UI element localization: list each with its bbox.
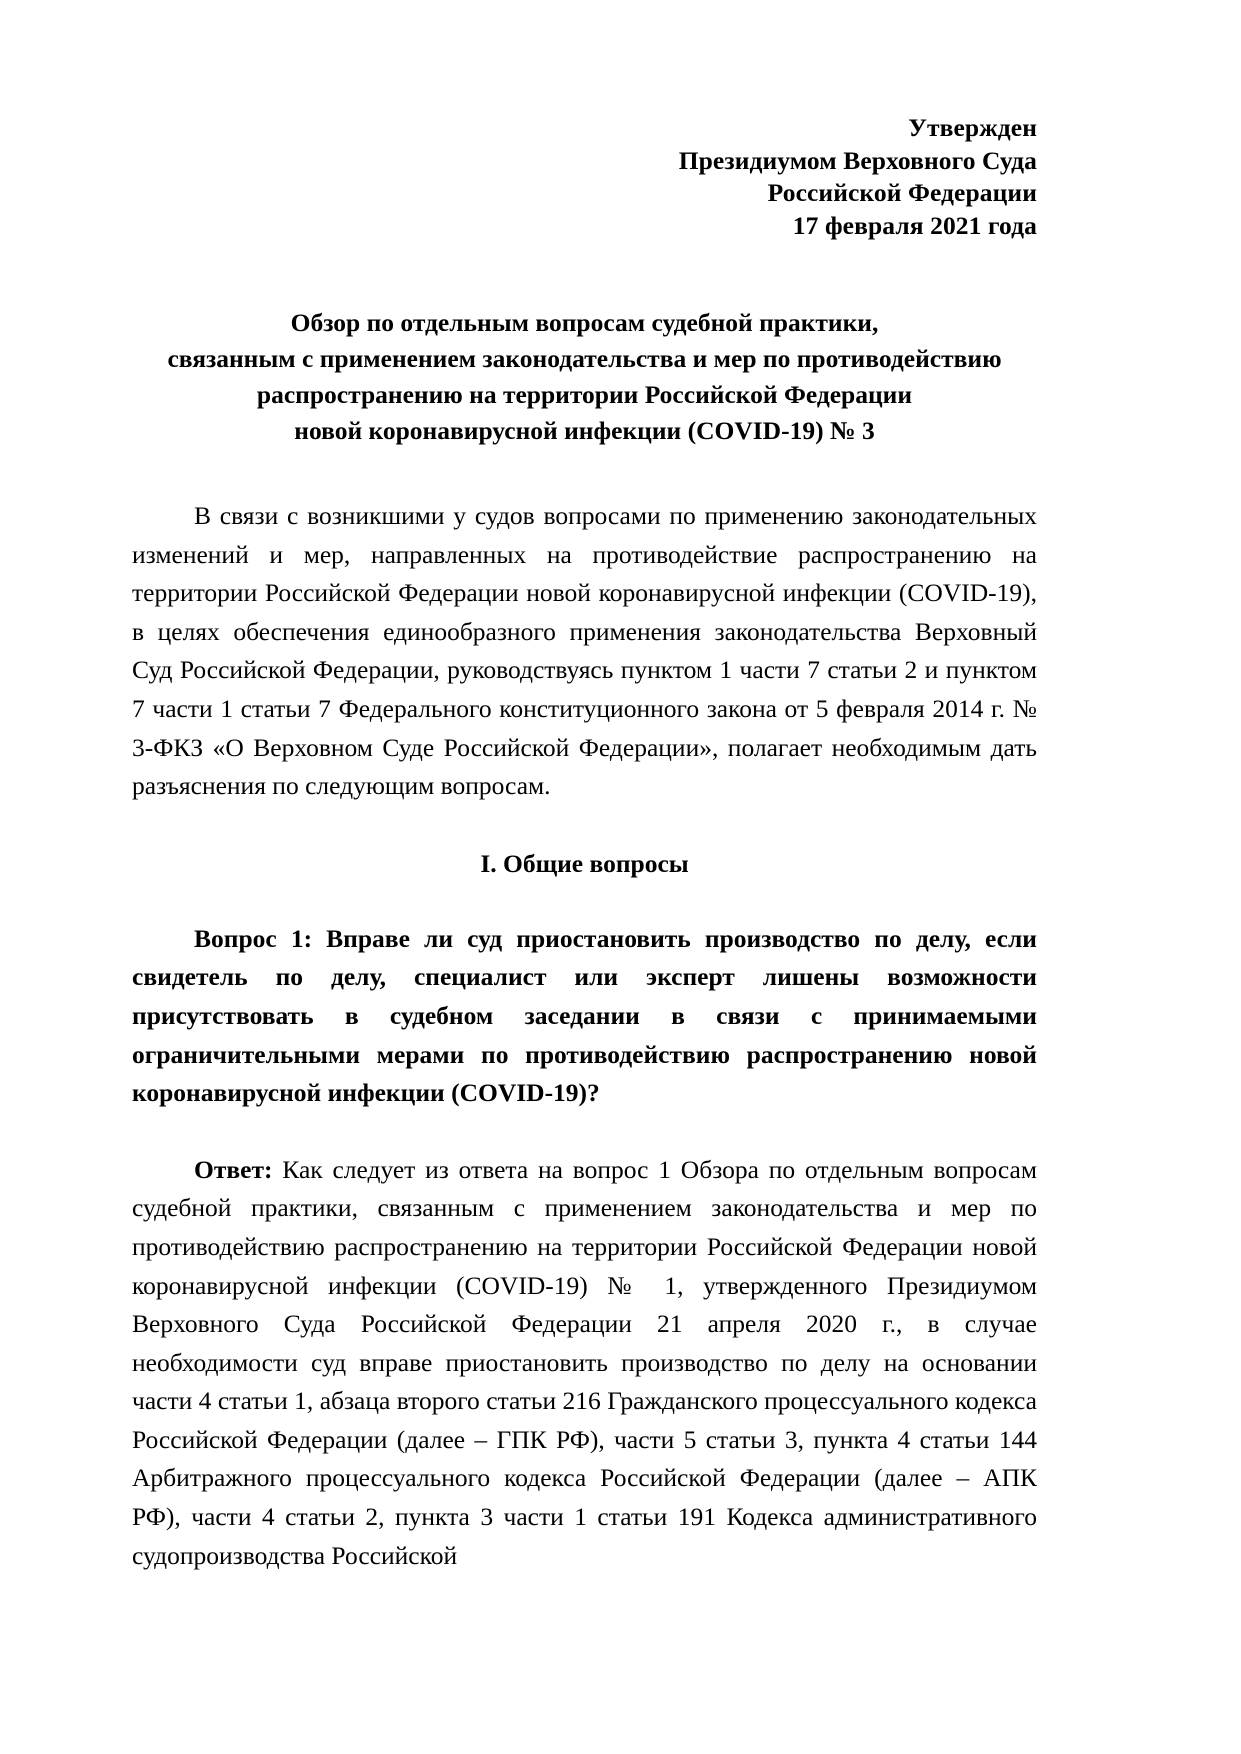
intro-paragraph: В связи с возникшими у судов вопросами по применению законодательных изменений и мер, направленных на противодействие распространению на территории Российской Федерации новой коронавирусной инфекции (COVID-19), в целях обеспечения единообразного применения законодательства Верховный Суд Российской Федерации, руководствуясь пунктом 1 части 7 статьи 2 и пунктом 7 части 1 статьи 7 Федерального конституционного закона от 5 февраля 2014 г. № 3-ФКЗ «О Верховном Суде Российской Федерации», полагает необходимым дать разъяснения по следующим вопросам.	[132, 501, 1037, 801]
question-1-paragraph	[132, 920, 1037, 1113]
approval-line-2: Президиумом Верховного Суда	[678, 145, 1037, 175]
title-line-4: новой коронавирусной инфекции (COVID-19) № 3	[294, 416, 875, 445]
document-title	[132, 305, 1037, 449]
question-1-label: Вопрос 1:	[194, 923, 313, 953]
question-1-text: Вправе ли суд приостановить производство по делу, если свидетель по делу, специалист или эксперт лишены возможности присутствовать в судебном заседании в связи с принимаемыми ограничительными мерами по противодействию распространению новой коронавирусной инфекции (COVID-19)?	[132, 923, 1037, 1108]
answer-1-label: Ответ:	[194, 1154, 273, 1184]
approval-line-3: Российской Федерации	[767, 178, 1037, 207]
answer-1-text: Как следует из ответа на вопрос 1 Обзора по отдельным вопросам судебной практики, связанным с применением законодательства и мер по противодействию распространению на территории Российской Федерации новой коронавирусной инфекции (COVID-19) № 1, утвержденного Президиумом Верховного Суда Российской Федерации 21 апреля 2020 г., в случае необходимости суд вправе приостановить производство по делу на основании части 4 статьи 1, абзаца второго статьи 216 Гражданского процессуального кодекса Российской Федерации (далее – ГПК РФ), части 5 статьи 3, пункта 4 статьи 144 Арбитражного процессуального кодекса Российской Федерации (далее – АПК РФ), части 4 статьи 2, пункта 3 части 1 статьи 191 Кодекса административного судопроизводства Российской	[132, 1154, 1037, 1570]
section-heading-general-questions: I. Общие вопросы	[480, 848, 689, 878]
answer-1-paragraph	[132, 1151, 1037, 1576]
approval-line-1: Утвержден	[908, 113, 1037, 142]
title-line-3: распространению на территории Российской Федерации	[256, 380, 913, 409]
approval-block	[132, 112, 1037, 242]
approval-line-4: 17 февраля 2021 года	[792, 210, 1037, 240]
page-content	[132, 0, 1037, 1575]
title-line-2: связанным с применением законодательства и мер по противодействию	[167, 344, 1002, 373]
title-line-1: Обзор по отдельным вопросам судебной практики,	[290, 308, 879, 337]
